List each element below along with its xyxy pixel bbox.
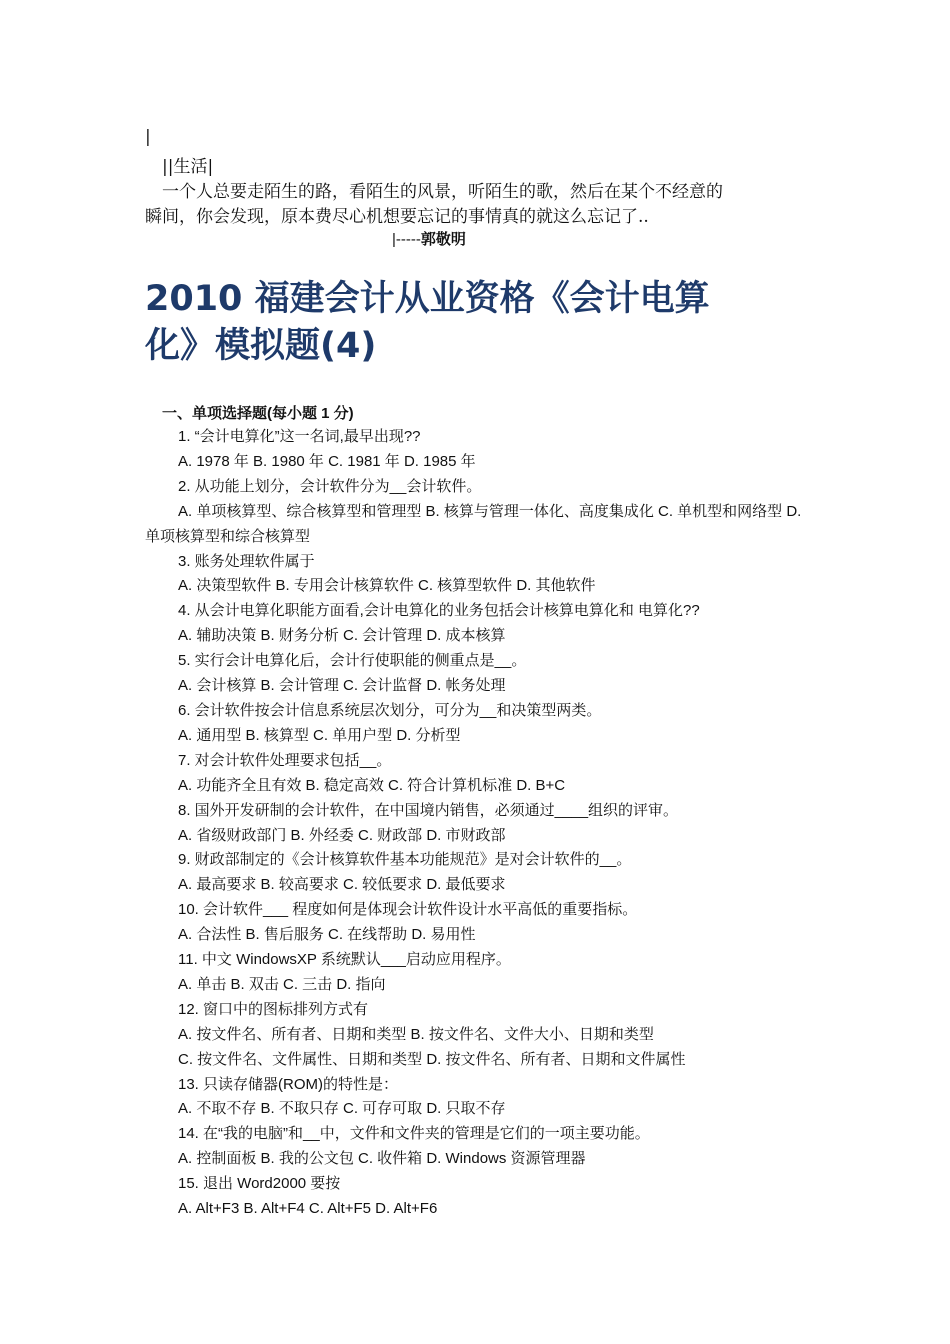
answer-line: A. 单击 B. 双击 C. 三击 D. 指向: [178, 975, 386, 993]
question-line: 2. 从功能上划分，会计软件分为__会计软件。: [178, 477, 482, 495]
answer-line: A. 不取不存 B. 不取只存 C. 可存可取 D. 只取不存: [178, 1100, 506, 1118]
question-line: 6. 会计软件按会计信息系统层次划分，可分为__和决策型两类。: [178, 701, 602, 719]
quote-signature: [392, 228, 466, 249]
section-heading: 一、单项选择题(每小题 1 分): [162, 405, 354, 422]
question-line: 8. 国外开发研制的会计软件，在中国境内销售，必须通过____组织的评审。: [178, 801, 679, 819]
answer-line: A. 功能齐全且有效 B. 稳定高效 C. 符合计算机标准 D. B+C: [178, 776, 566, 794]
title-line-1: 2010 福建会计从业资格《会计电算: [145, 279, 710, 319]
question-line: 9. 财政部制定的《会计核算软件基本功能规范》是对会计软件的__。: [178, 851, 632, 869]
answer-line: A. 辅助决策 B. 财务分析 C. 会计管理 D. 成本核算: [178, 627, 506, 645]
answer-line: A. 决策型软件 B. 专用会计核算软件 C. 核算型软件 D. 其他软件: [178, 577, 596, 595]
answer-line: A. 控制面板 B. 我的公文包 C. 收件箱 D. Windows 资源管理器: [178, 1150, 586, 1168]
answer-line: A. 1978 年 B. 1980 年 C. 1981 年 D. 1985 年: [178, 452, 476, 470]
question-line: 12. 窗口中的图标排列方式有: [178, 1000, 369, 1018]
question-line: 3. 账务处理软件属于: [178, 552, 315, 570]
question-line: 13. 只读存储器(ROM)的特性是：: [178, 1075, 399, 1093]
question-line: 7. 对会计软件处理要求包括__。: [178, 751, 392, 769]
signature-name: 郭敬明: [420, 231, 466, 248]
answer-line: A. 会计核算 B. 会计管理 C. 会计监督 D. 帐务处理: [178, 677, 506, 695]
answer-line: A. 单项核算型、综合核算型和管理型 B. 核算与管理一体化、高度集成化 C. 单机型和网络型 D. 单项核算型和综合核算型: [145, 502, 802, 545]
question-line: 1. “会计电算化”这一名词,最早出现??: [178, 428, 421, 445]
question-line: 4. 从会计电算化职能方面看,会计电算化的业务包括会计核算电算化和 电算化??: [178, 602, 700, 620]
answer-line: A. 合法性 B. 售后服务 C. 在线帮助 D. 易用性: [178, 926, 476, 944]
life-tag: ||生活|: [162, 157, 214, 177]
answer-line: A. 通用型 B. 核算型 C. 单用户型 D. 分析型: [178, 726, 461, 744]
signature-prefix: |-----: [392, 231, 421, 248]
answer-line: A. 按文件名、所有者、日期和类型 B. 按文件名、文件大小、日期和类型: [178, 1025, 654, 1043]
separator-bar: |: [145, 127, 151, 147]
answer-line: C. 按文件名、文件属性、日期和类型 D. 按文件名、所有者、日期和文件属性: [178, 1050, 686, 1068]
quote-line-2: 瞬间，你会发现，原本费尽心机想要忘记的事情真的就这么忘记了..: [145, 207, 649, 227]
answer-line: A. 最高要求 B. 较高要求 C. 较低要求 D. 最低要求: [178, 876, 506, 894]
quote-line-1: 一个人总要走陌生的路，看陌生的风景，听陌生的歌，然后在某个不经意的: [162, 182, 723, 202]
question-line: 10. 会计软件___ 程度如何是体现会计软件设计水平高低的重要指标。: [178, 901, 638, 919]
page-title: [145, 276, 845, 370]
question-line: 5. 实行会计电算化后，会计行使职能的侧重点是__。: [178, 652, 527, 670]
answer-line: A. Alt+F3 B. Alt+F4 C. Alt+F5 D. Alt+F6: [178, 1200, 438, 1218]
question-line: 14. 在“我的电脑”和__中，文件和文件夹的管理是它们的一项主要功能。: [178, 1125, 650, 1143]
question-line: 11. 中文 WindowsXP 系统默认___启动应用程序。: [178, 951, 511, 969]
title-line-2: 化》模拟题(4): [145, 326, 377, 366]
question-list: [145, 425, 805, 1222]
answer-line: A. 省级财政部门 B. 外经委 C. 财政部 D. 市财政部: [178, 826, 506, 844]
question-line: 15. 退出 Word2000 要按: [178, 1175, 341, 1193]
